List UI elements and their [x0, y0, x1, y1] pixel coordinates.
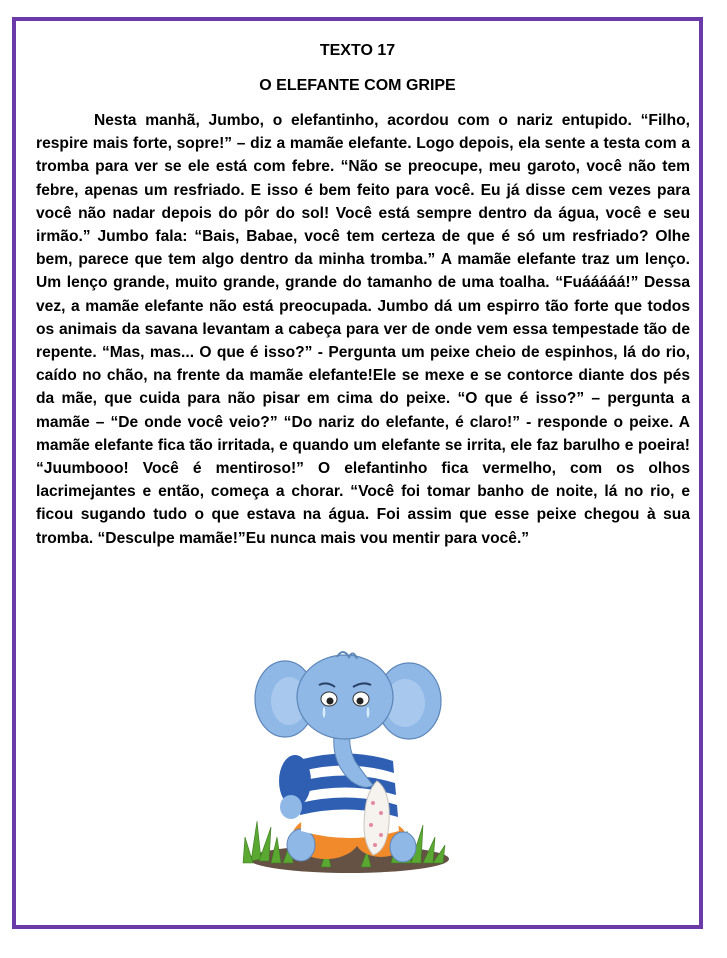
text-number: TEXTO 17	[319, 42, 396, 59]
story-title: O ELEFANTE COM GRIPE	[259, 77, 456, 94]
page-frame	[12, 17, 703, 929]
crying-elephant-illustration	[231, 641, 461, 881]
story-body: Nesta manhã, Jumbo, o elefantinho, acordou com o nariz entupido. “Filho, respire mais forte, sopre!” – diz a mamãe elefante. Logo depois, ela sente a testa com a tromba para ver se ele está com febre. “Não se preocupe, meu garoto, você não tem febre, apenas um resfriado. E isso é bem feito para você. Eu já disse cem vezes para você não nadar depois do pôr do sol! Você está sempre dentro da água, você e seu irmão.” Jumbo fala: “Bais, Babae, você tem certeza de que é só um resfriado? Olhe bem, parece que tem algo dentro da minha tromba.” A mamãe elefante traz um lenço. Um lenço grande, muito grande, grande do tamanho de uma toalha. “Fuááááá!” Dessa vez, a mamãe elefante não está preocupada. Jumbo dá um espirro tão forte que todos os animais da savana levantam a cabeça para ver de onde vem essa tempestade tão de repente. “Mas, mas... O que é isso?” - Pergunta um peixe cheio de espinhos, lá do rio, caído no chão, na frente da mamãe elefante!Ele se mexe e se contorce diante dos pés da mãe, que cuida para não pisar em cima do peixe. “O que é isso?” – pergunta a mamãe – “De onde você veio?” “Do nariz do elefante, é claro!” - responde o peixe. A mamãe elefante fica tão irritada, e quando um elefante se irrita, ele faz barulho e poeira! “Juumbooo! Você é mentiroso!” O elefantinho fica vermelho, com os olhos lacrimejantes e então, começa a chorar. “Você foi tomar banho de noite, lá no rio, e ficou sugando tudo o que estava na água. Foi assim que esse peixe chegou à sua tromba. “Desculpe mamãe!”Eu nunca mais vou mentir para você.”	[36, 112, 690, 547]
